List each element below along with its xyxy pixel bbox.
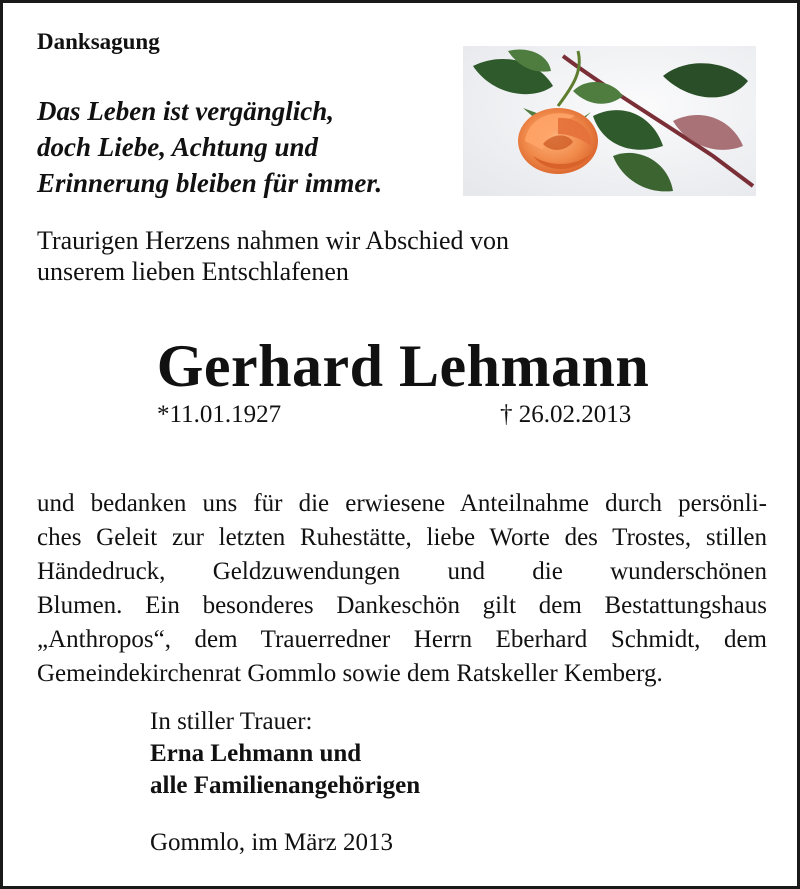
paragraph-line: ches Geleit zur letzten Ruhestätte, liebe Worte des Trostes, stillen xyxy=(37,524,767,551)
paragraph-line: Blumen. Ein besonderes Dankeschön gilt dem Bestattungshaus xyxy=(37,592,767,619)
birth-date: *11.01.1927 xyxy=(157,401,282,428)
motto-line: Erinnerung bleiben für immer. xyxy=(37,168,383,198)
signoff-block xyxy=(150,706,420,802)
signoff-name: Erna Lehmann und xyxy=(150,740,362,767)
paragraph-line: „Anthropos“, dem Trauerredner Herrn Eberhard Schmidt, dem xyxy=(37,626,767,653)
motto-line: Das Leben ist vergänglich, xyxy=(37,96,334,126)
place-date: Gommlo, im März 2013 xyxy=(150,829,394,856)
motto-quote xyxy=(37,93,382,201)
death-date: † 26.02.2013 xyxy=(500,401,632,428)
signoff-name: alle Familienangehörigen xyxy=(150,772,421,799)
paragraph-line: Gemeindekirchenrat Gommlo sowie dem Ratskeller Kemberg. xyxy=(37,660,663,687)
paragraph-line: Händedruck, Geldzuwendungen und die wunderschönen xyxy=(37,558,767,585)
intro-line: Traurigen Herzens nahmen wir Abschied von xyxy=(37,226,509,255)
motto-line: doch Liebe, Achtung und xyxy=(37,132,319,162)
intro-text xyxy=(37,225,509,287)
notice-heading: Danksagung xyxy=(37,29,160,54)
signoff-intro: In stiller Trauer: xyxy=(150,708,313,735)
rose-image xyxy=(463,46,756,196)
deceased-name: Gerhard Lehmann xyxy=(156,333,650,399)
intro-line: unserem lieben Entschlafenen xyxy=(37,257,349,286)
paragraph-line: und bedanken uns für die erwiesene Anteilnahme durch persönli- xyxy=(37,490,767,517)
thanks-paragraph xyxy=(37,487,767,691)
